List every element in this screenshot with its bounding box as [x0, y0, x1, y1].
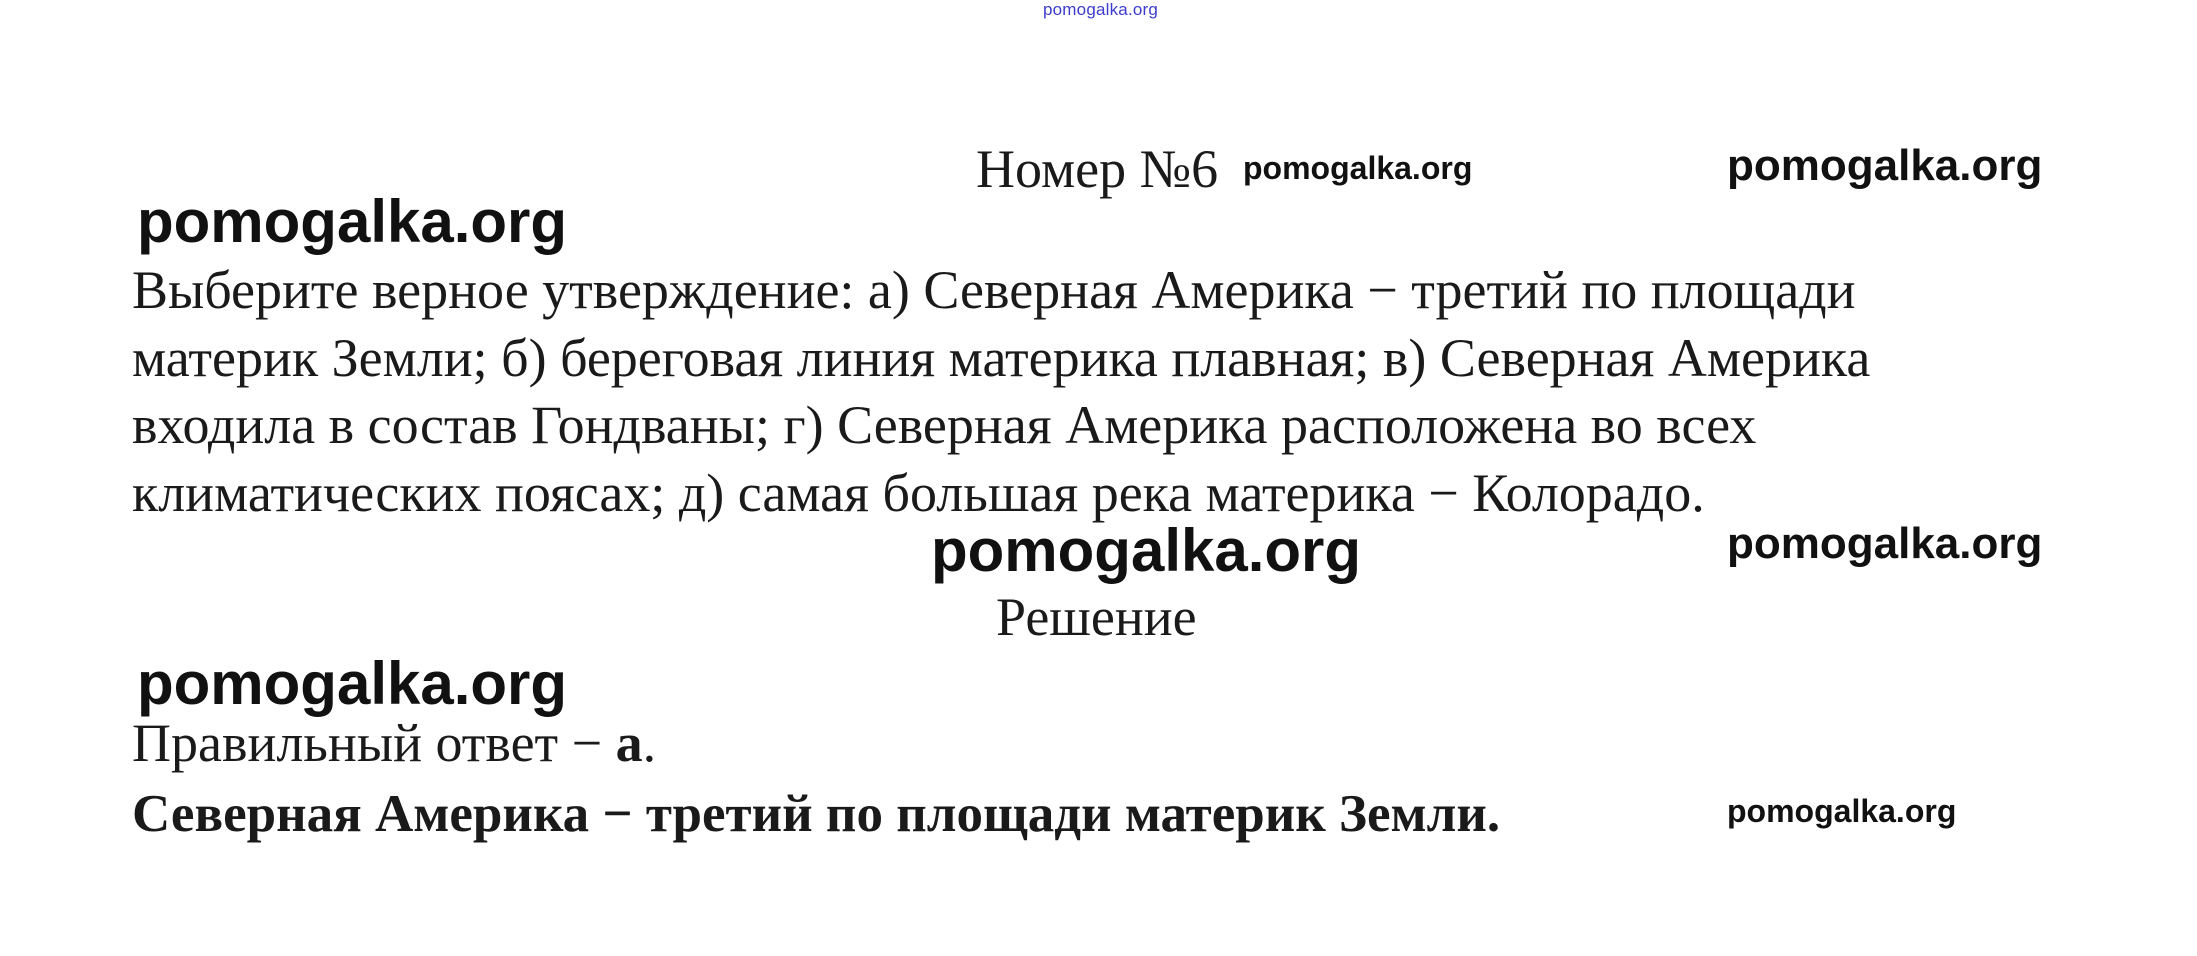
- question-line: климатических поясах; д) самая большая река материка − Колорадо.: [132, 462, 1705, 523]
- watermark-left-1: pomogalka.org: [137, 188, 568, 255]
- watermark-top-right: pomogalka.org: [1727, 141, 2043, 190]
- answer-letter: а: [615, 713, 643, 773]
- question-line: Выберите верное утверждение: а) Северная Америка − третий по площади: [132, 260, 1856, 320]
- answer-statement: Северная Америка − третий по площади материк Земли.: [132, 785, 1501, 843]
- watermark-bottom-right: pomogalka.org: [1727, 793, 1957, 829]
- watermark-left-2: pomogalka.org: [137, 650, 568, 717]
- watermark-title-inline: pomogalka.org: [1243, 150, 1473, 186]
- problem-title: Номер №6: [976, 139, 1219, 199]
- watermark-center: pomogalka.org: [931, 517, 1362, 584]
- watermark-right-middle: pomogalka.org: [1727, 519, 2043, 568]
- answer-line: [132, 713, 657, 773]
- answer-prefix: Правильный ответ −: [132, 713, 616, 773]
- question-line: входила в состав Гондваны; г) Северная Америка расположена во всех: [132, 395, 1757, 455]
- answer-suffix: .: [642, 713, 657, 773]
- top-watermark: pomogalka.org: [1043, 0, 1159, 19]
- question-text: [132, 257, 2132, 527]
- solution-heading: Решение: [996, 587, 1197, 647]
- question-line: материк Земли; б) береговая линия материка плавная; в) Северная Америка: [132, 327, 1871, 388]
